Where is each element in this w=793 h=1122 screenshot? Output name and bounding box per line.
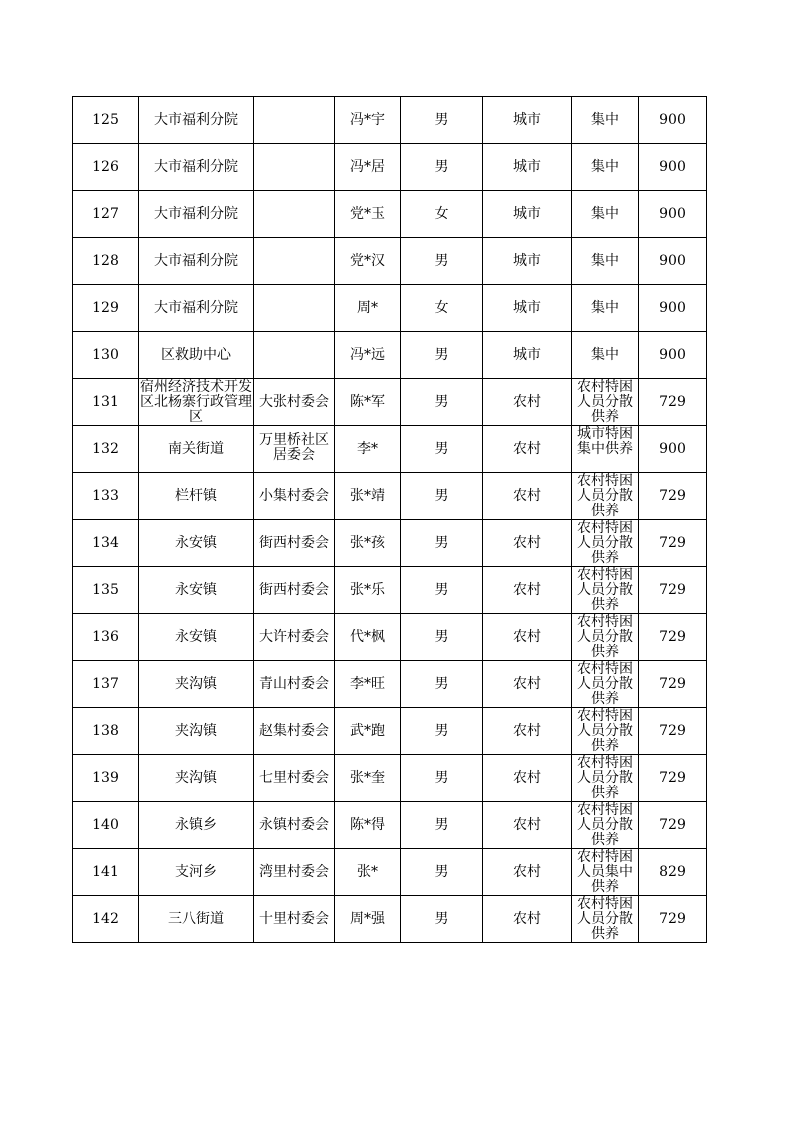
row-number-cell: 136 — [73, 614, 139, 661]
row-number-cell: 133 — [73, 473, 139, 520]
area-type-cell: 农村 — [483, 661, 572, 708]
table-row — [73, 708, 707, 755]
person-name-cell: 张*乐 — [335, 567, 401, 614]
table-row — [73, 97, 707, 144]
table-row — [73, 567, 707, 614]
amount-cell: 900 — [639, 285, 707, 332]
support-type-cell — [572, 896, 639, 943]
row-number-cell: 135 — [73, 567, 139, 614]
support-type-cell — [572, 567, 639, 614]
support-type-cell — [572, 661, 639, 708]
gender-cell: 男 — [401, 614, 483, 661]
support-type-cell-text: 农村特困人员分散供养 — [577, 379, 633, 425]
row-number-cell: 142 — [73, 896, 139, 943]
support-type-cell: 集中 — [572, 144, 639, 191]
gender-cell: 女 — [401, 191, 483, 238]
person-name-cell: 武*跑 — [335, 708, 401, 755]
area-type-cell: 农村 — [483, 708, 572, 755]
person-name-cell: 周*强 — [335, 896, 401, 943]
amount-cell: 729 — [639, 896, 707, 943]
row-number-cell: 140 — [73, 802, 139, 849]
amount-cell: 900 — [639, 332, 707, 379]
organization-cell: 夹沟镇 — [139, 755, 254, 802]
gender-cell: 女 — [401, 285, 483, 332]
organization-cell: 区救助中心 — [139, 332, 254, 379]
village-committee-cell: 街西村委会 — [254, 520, 335, 567]
gender-cell: 男 — [401, 755, 483, 802]
area-type-cell: 农村 — [483, 896, 572, 943]
person-name-cell: 党*玉 — [335, 191, 401, 238]
support-type-cell-text: 农村特困人员分散供养 — [577, 802, 633, 848]
amount-cell: 900 — [639, 144, 707, 191]
table-row — [73, 426, 707, 473]
organization-cell: 永镇乡 — [139, 802, 254, 849]
row-number-cell: 129 — [73, 285, 139, 332]
support-type-cell-text: 农村特困人员分散供养 — [577, 708, 633, 754]
support-type-cell: 集中 — [572, 238, 639, 285]
table-row — [73, 896, 707, 943]
organization-cell: 大市福利分院 — [139, 191, 254, 238]
person-name-cell: 冯*远 — [335, 332, 401, 379]
table-body — [73, 97, 707, 943]
amount-cell: 729 — [639, 661, 707, 708]
organization-cell: 大市福利分院 — [139, 97, 254, 144]
village-committee-cell: 永镇村委会 — [254, 802, 335, 849]
organization-cell: 永安镇 — [139, 520, 254, 567]
row-number-cell: 132 — [73, 426, 139, 473]
amount-cell: 900 — [639, 191, 707, 238]
support-type-cell — [572, 473, 639, 520]
area-type-cell: 农村 — [483, 755, 572, 802]
organization-cell: 支河乡 — [139, 849, 254, 896]
organization-cell: 夹沟镇 — [139, 661, 254, 708]
amount-cell: 729 — [639, 567, 707, 614]
area-type-cell: 农村 — [483, 614, 572, 661]
support-type-cell-text: 农村特困人员分散供养 — [577, 614, 633, 660]
table-row — [73, 614, 707, 661]
person-name-cell: 陈*得 — [335, 802, 401, 849]
support-type-cell: 集中 — [572, 285, 639, 332]
table-row — [73, 802, 707, 849]
village-committee-cell — [254, 97, 335, 144]
amount-cell: 729 — [639, 473, 707, 520]
village-committee-cell: 小集村委会 — [254, 473, 335, 520]
person-name-cell: 张*孩 — [335, 520, 401, 567]
support-type-cell — [572, 708, 639, 755]
support-type-cell-text: 农村特困人员分散供养 — [577, 520, 633, 566]
person-name-cell: 代*枫 — [335, 614, 401, 661]
village-committee-cell — [254, 238, 335, 285]
gender-cell: 男 — [401, 802, 483, 849]
area-type-cell: 农村 — [483, 379, 572, 426]
gender-cell: 男 — [401, 144, 483, 191]
support-type-cell — [572, 614, 639, 661]
village-committee-cell: 湾里村委会 — [254, 849, 335, 896]
area-type-cell: 城市 — [483, 332, 572, 379]
support-type-cell: 集中 — [572, 332, 639, 379]
gender-cell: 男 — [401, 661, 483, 708]
area-type-cell: 城市 — [483, 238, 572, 285]
support-type-cell — [572, 849, 639, 896]
support-type-cell — [572, 520, 639, 567]
amount-cell: 729 — [639, 614, 707, 661]
support-type-cell: 集中 — [572, 191, 639, 238]
area-type-cell: 农村 — [483, 520, 572, 567]
row-number-cell: 127 — [73, 191, 139, 238]
gender-cell: 男 — [401, 97, 483, 144]
village-committee-cell — [254, 191, 335, 238]
table-row — [73, 520, 707, 567]
organization-cell: 永安镇 — [139, 567, 254, 614]
gender-cell: 男 — [401, 238, 483, 285]
person-name-cell: 陈*军 — [335, 379, 401, 426]
amount-cell: 729 — [639, 802, 707, 849]
gender-cell: 男 — [401, 520, 483, 567]
amount-cell: 900 — [639, 426, 707, 473]
person-name-cell: 冯*居 — [335, 144, 401, 191]
support-type-cell-text: 农村特困人员分散供养 — [577, 567, 633, 613]
row-number-cell: 126 — [73, 144, 139, 191]
amount-cell: 829 — [639, 849, 707, 896]
table-row — [73, 332, 707, 379]
organization-cell: 南关街道 — [139, 426, 254, 473]
village-committee-cell: 大许村委会 — [254, 614, 335, 661]
amount-cell: 729 — [639, 755, 707, 802]
table-row — [73, 285, 707, 332]
table-row — [73, 144, 707, 191]
organization-cell: 栏杆镇 — [139, 473, 254, 520]
row-number-cell: 139 — [73, 755, 139, 802]
row-number-cell: 128 — [73, 238, 139, 285]
table-row — [73, 473, 707, 520]
gender-cell: 男 — [401, 332, 483, 379]
gender-cell: 男 — [401, 473, 483, 520]
row-number-cell: 134 — [73, 520, 139, 567]
village-committee-cell — [254, 426, 335, 473]
area-type-cell: 农村 — [483, 849, 572, 896]
amount-cell: 729 — [639, 379, 707, 426]
row-number-cell: 137 — [73, 661, 139, 708]
area-type-cell: 城市 — [483, 285, 572, 332]
gender-cell: 男 — [401, 708, 483, 755]
village-committee-cell: 街西村委会 — [254, 567, 335, 614]
support-type-cell-text: 农村特困人员分散供养 — [577, 755, 633, 801]
table-row — [73, 191, 707, 238]
row-number-cell: 130 — [73, 332, 139, 379]
support-type-cell-text: 农村特困人员集中供养 — [577, 849, 633, 895]
table-row — [73, 849, 707, 896]
row-number-cell: 138 — [73, 708, 139, 755]
person-name-cell: 张*奎 — [335, 755, 401, 802]
village-committee-cell-text: 万里桥社区居委会 — [259, 432, 329, 463]
amount-cell: 900 — [639, 238, 707, 285]
row-number-cell: 125 — [73, 97, 139, 144]
organization-cell: 三八街道 — [139, 896, 254, 943]
village-committee-cell — [254, 144, 335, 191]
support-type-cell — [572, 426, 639, 473]
area-type-cell: 农村 — [483, 802, 572, 849]
person-name-cell: 张*靖 — [335, 473, 401, 520]
gender-cell: 男 — [401, 379, 483, 426]
area-type-cell: 农村 — [483, 426, 572, 473]
amount-cell: 729 — [639, 708, 707, 755]
row-number-cell: 141 — [73, 849, 139, 896]
support-type-cell — [572, 379, 639, 426]
area-type-cell: 农村 — [483, 473, 572, 520]
person-name-cell: 李*旺 — [335, 661, 401, 708]
village-committee-cell: 赵集村委会 — [254, 708, 335, 755]
village-committee-cell: 十里村委会 — [254, 896, 335, 943]
table-row — [73, 755, 707, 802]
support-type-cell-text: 农村特困人员分散供养 — [577, 473, 633, 519]
table-row — [73, 661, 707, 708]
gender-cell: 男 — [401, 567, 483, 614]
table-row — [73, 379, 707, 426]
support-type-cell-text: 农村特困人员分散供养 — [577, 896, 633, 942]
gender-cell: 男 — [401, 849, 483, 896]
village-committee-cell: 大张村委会 — [254, 379, 335, 426]
organization-cell — [139, 379, 254, 426]
organization-cell-text: 宿州经济技术开发区北杨寨行政管理区 — [140, 379, 252, 425]
organization-cell: 夹沟镇 — [139, 708, 254, 755]
village-committee-cell: 青山村委会 — [254, 661, 335, 708]
row-number-cell: 131 — [73, 379, 139, 426]
area-type-cell: 农村 — [483, 567, 572, 614]
table-row — [73, 238, 707, 285]
person-name-cell: 冯*宇 — [335, 97, 401, 144]
person-name-cell: 党*汉 — [335, 238, 401, 285]
organization-cell: 永安镇 — [139, 614, 254, 661]
beneficiary-table — [72, 96, 707, 943]
area-type-cell: 城市 — [483, 191, 572, 238]
gender-cell: 男 — [401, 426, 483, 473]
person-name-cell: 张* — [335, 849, 401, 896]
person-name-cell: 李* — [335, 426, 401, 473]
village-committee-cell — [254, 332, 335, 379]
organization-cell: 大市福利分院 — [139, 285, 254, 332]
village-committee-cell — [254, 285, 335, 332]
area-type-cell: 城市 — [483, 97, 572, 144]
support-type-cell-text: 城市特困集中供养 — [577, 426, 633, 457]
area-type-cell: 城市 — [483, 144, 572, 191]
support-type-cell — [572, 802, 639, 849]
amount-cell: 729 — [639, 520, 707, 567]
village-committee-cell: 七里村委会 — [254, 755, 335, 802]
person-name-cell: 周* — [335, 285, 401, 332]
support-type-cell — [572, 755, 639, 802]
support-type-cell: 集中 — [572, 97, 639, 144]
amount-cell: 900 — [639, 97, 707, 144]
gender-cell: 男 — [401, 896, 483, 943]
organization-cell: 大市福利分院 — [139, 144, 254, 191]
organization-cell: 大市福利分院 — [139, 238, 254, 285]
support-type-cell-text: 农村特困人员分散供养 — [577, 661, 633, 707]
